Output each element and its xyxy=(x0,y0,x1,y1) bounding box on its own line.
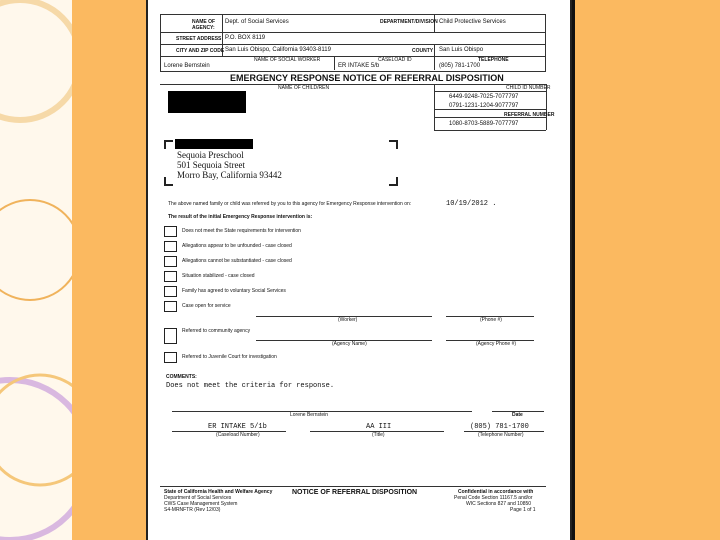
option-8-label: Referred to Juvenile Court for investigation xyxy=(182,354,277,360)
sig-phone-value: (805) 781-1700 xyxy=(470,423,529,431)
worker-label: NAME OF SOCIAL WORKER xyxy=(254,57,321,63)
city-value: San Luis Obispo, California 93403-8119 xyxy=(225,47,331,53)
footer-left-1: State of California Health and Welfare Agency xyxy=(164,489,273,495)
agency-phone-caption: (Agency Phone #) xyxy=(476,341,517,347)
checkbox-option-5[interactable] xyxy=(164,286,177,297)
worker-value: Lorene Bernstein xyxy=(164,63,210,69)
caseload-label: CASELOAD ID xyxy=(378,57,412,63)
agency-label-2: AGENCY: xyxy=(192,25,215,31)
phone-value: (805) 781-1700 xyxy=(439,63,481,69)
phone-label: TELEPHONE xyxy=(478,57,509,63)
referral-label: REFERRAL NUMBER xyxy=(504,112,555,118)
dept-value: Child Protective Services xyxy=(439,19,506,25)
option-5-label: Family has agreed to voluntary Social Services xyxy=(182,288,286,294)
footer-right-1: Confidential in accordance with xyxy=(458,489,534,495)
sig-title-value: AA III xyxy=(366,423,392,431)
county-label: COUNTY xyxy=(412,48,434,54)
county-value: San Luis Obispo xyxy=(439,47,484,53)
sig-phone-caption: (Telephone Number) xyxy=(478,432,524,438)
document-page xyxy=(148,0,570,540)
option-1-label: Does not meet the State requirements for intervention xyxy=(182,228,301,234)
footer-left-2: Department of Social Services xyxy=(164,495,232,501)
option-4-label: Situation stabilized - case closed xyxy=(182,273,255,279)
phone-caption: (Phone #) xyxy=(480,317,502,323)
street-value: P.O. BOX 8119 xyxy=(225,35,266,41)
checkbox-option-6[interactable] xyxy=(164,301,177,312)
agency-label: NAME OF xyxy=(192,19,216,25)
sig-caseload-value: ER INTAKE 5/1b xyxy=(208,423,267,431)
comments-value: Does not meet the criteria for response. xyxy=(166,382,335,390)
address-line-3: Morro Bay, California 93442 xyxy=(177,170,282,180)
footer-right-3: WIC Sections 827 and 10850 xyxy=(466,501,532,507)
address-line-1: Sequoia Preschool xyxy=(177,150,244,160)
checkbox-option-4[interactable] xyxy=(164,271,177,282)
footer-right-4: Page 1 of 1 xyxy=(510,507,536,513)
city-label: CITY AND ZIP CODE xyxy=(176,48,225,54)
comments-label: COMMENTS: xyxy=(166,374,197,380)
child-id-label: CHILD ID NUMBER xyxy=(506,85,551,91)
sig-caseload-caption: (Caseload Number) xyxy=(216,432,260,438)
checkbox-option-3[interactable] xyxy=(164,256,177,267)
result-label: The result of the initial Emergency Response intervention is: xyxy=(168,214,313,220)
referral-number: 1080-8703-5889-7077797 xyxy=(449,121,519,127)
caseload-value: ER INTAKE 5/b xyxy=(338,63,380,69)
date-caption: Date xyxy=(512,412,523,418)
redacted-recipient xyxy=(175,139,253,149)
child-id-1: 6449-9248-7025-7077797 xyxy=(449,94,519,100)
option-6-label: Case open for service xyxy=(182,303,231,309)
option-3-label: Allegations cannot be substantiated - case closed xyxy=(182,258,292,264)
option-7-label: Referred to community agency xyxy=(182,328,251,334)
agency-name-caption: (Agency Name) xyxy=(332,341,367,347)
footer-right-2: Penal Code Section 11167.5 and/or xyxy=(454,495,533,501)
checkbox-option-2[interactable] xyxy=(164,241,177,252)
footer-left-4: S4-MRNFTR (Rev 12/03) xyxy=(164,507,221,513)
worker-caption: (Worker) xyxy=(338,317,358,323)
agency-name: Dept. of Social Services xyxy=(225,19,289,25)
form-title: EMERGENCY RESPONSE NOTICE OF REFERRAL DISPOSITION xyxy=(230,73,504,83)
checkbox-option-1[interactable] xyxy=(164,226,177,237)
signer-caption: Lorene Bernstein xyxy=(290,412,329,418)
footer-left-3: CWS Case Management System xyxy=(164,501,238,507)
street-label: STREET ADDRESS xyxy=(176,36,222,42)
checkbox-option-8[interactable] xyxy=(164,352,177,363)
footer-center: NOTICE OF REFERRAL DISPOSITION xyxy=(292,489,418,496)
address-line-2: 501 Sequoia Street xyxy=(177,160,245,170)
child-label: NAME OF CHILD/REN xyxy=(278,85,330,91)
checkbox-option-7[interactable] xyxy=(164,328,177,344)
referred-text: The above named family or child was referred by you to this agency for Emergency Response intervention on: xyxy=(168,201,412,207)
child-id-2: 0791-1231-1204-9077797 xyxy=(449,103,519,109)
redacted-child-name xyxy=(168,91,246,113)
decorative-circles xyxy=(0,0,72,540)
dept-label: DEPARTMENT/DIVISION xyxy=(380,19,438,25)
option-2-label: Allegations appear to be unfounded - case closed xyxy=(182,243,292,249)
sig-title-caption: (Title) xyxy=(372,432,385,438)
decorative-left-strip xyxy=(0,0,72,540)
referred-date: 10/19/2012 . xyxy=(446,200,497,208)
